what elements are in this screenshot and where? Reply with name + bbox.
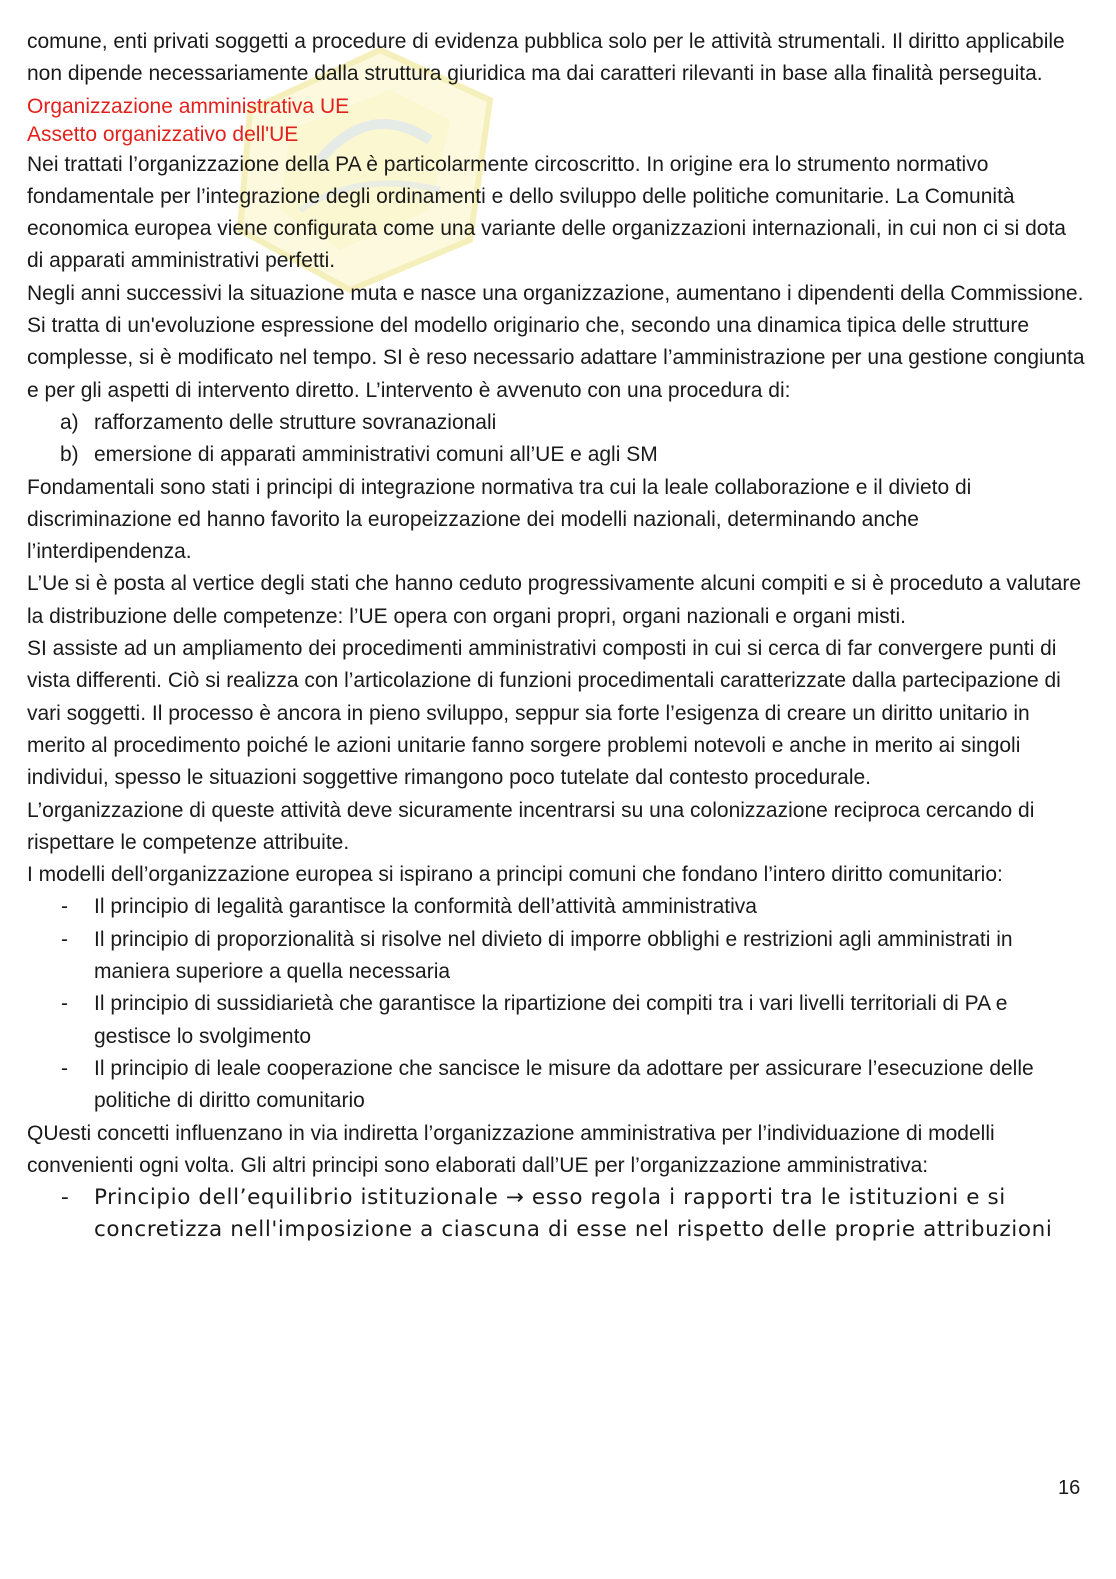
list-marker: - [61, 1056, 68, 1080]
paragraph-4: L’Ue si è posta al vertice degli stati che hanno ceduto progressivamente alcuni compiti e si è proceduto a valutare la distribuzione delle competenze: l’UE opera con organi propri, organi nazionali e organi misti. [27, 572, 1082, 628]
paragraph-3: Fondamentali sono stati i principi di integrazione normativa tra cui la leale collaborazione e il divieto di discriminazione ed hanno favorito la europeizzazione dei modelli nazionali, determinando anche l’interdipendenza. [27, 475, 972, 564]
list-item-text: Il principio di proporzionalità si risolve nel divieto di imporre obblighi e restrizioni agli amministrati in maniera superiore a quella necessaria [94, 927, 1013, 984]
list-item [27, 988, 1085, 1053]
list-item-text: Principio dell’equilibrio istituzionale → esso regola i rapporti tra le istituzioni e si concretizza nell'imposizione a ciascuna di esse nel rispetto delle proprie attribuzioni [94, 1185, 1053, 1243]
paragraph-2: Negli anni successivi la situazione muta e nasce una organizzazione, aumentano i dipendenti della Commissione. Si tratta di un'evoluzione espressione del modello originario che, secondo una dinamica tipica delle strutture complesse, si è modificato nel tempo. SI è reso necessario adattare l’amministrazione per una gestione congiunta e per gli aspetti di intervento diretto. L’intervento è avvenuto con una procedura di: [27, 281, 1085, 402]
list-marker: a) [60, 410, 79, 434]
paragraph-6: L’organizzazione di queste attività deve sicuramente incentrarsi su una colonizzazione reciproca cercando di rispettare le competenze attribuite. [27, 798, 1035, 854]
paragraph-5: SI assiste ad un ampliamento dei procedimenti amministrativi composti in cui si cerca di far convergere punti di vista differenti. Ciò si realizza con l’articolazione di funzioni procedimentali caratterizzate dalla partecipazione di vari soggetti. Il processo è ancora in pieno sviluppo, seppur sia forte l’esigenza di creare un diritto unitario in merito al procedimento poiché le azioni unitarie fanno sorgere problemi notevoli e anche in merito ai singoli individui, spesso le situazioni soggettive rimangono poco tutelate dal contesto procedurale. [27, 637, 1061, 790]
intro-paragraph: comune, enti privati soggetti a procedure di evidenza pubblica solo per le attività strumentali. Il diritto applicabile non dipende necessariamente dalla struttura giuridica ma dai caratteri rilevanti in base alla finalità perseguita. [27, 30, 1065, 86]
list-item [27, 1182, 1085, 1246]
paragraph-8: QUesti concetti influenzano in via indiretta l’organizzazione amministrativa per l’individuazione di modelli convenienti ogni volta. Gli altri principi sono elaborati dall’UE per l’organizzazione amministrativa: [27, 1121, 995, 1177]
list-item [27, 1053, 1085, 1118]
list-item [27, 891, 1085, 923]
list-item-text: Il principio di sussidiarietà che garantisce la ripartizione dei compiti tra i vari livelli territoriali di PA e gestisce lo svolgimento [94, 992, 1008, 1048]
list-marker: b) [60, 443, 79, 467]
list-marker: - [61, 992, 68, 1016]
paragraph-1: Nei trattati l’organizzazione della PA è particolarmente circoscritto. In origine era lo strumento normativo fondamentale per l’integrazione degli ordinamenti e dello sviluppo delle politiche comunitarie. La Comunità economica europea viene configurata come una variante delle organizzazioni internazionali, in cui non ci si dota di apparati amministrativi perfetti. [27, 152, 1066, 273]
page-number: 16 [1058, 1477, 1081, 1499]
list-item [27, 407, 1085, 439]
paragraph-7: I modelli dell’organizzazione europea si ispirano a principi comuni che fondano l’intero diritto comunitario: [27, 863, 1003, 887]
list-marker: - [61, 1185, 70, 1211]
list-item-text: Il principio di legalità garantisce la conformità dell’attività amministrativa [94, 895, 757, 919]
other-principles-list [27, 1182, 1085, 1246]
list-item [27, 439, 1085, 471]
document-body [27, 26, 1085, 1246]
list-marker: - [61, 927, 68, 951]
lettered-list [27, 407, 1085, 472]
list-marker: - [61, 895, 68, 919]
list-item-text: Il principio di leale cooperazione che sancisce le misure da adottare per assicurare l’esecuzione delle politiche di diritto comunitario [94, 1056, 1034, 1113]
subsection-heading: Assetto organizzativo dell'UE [27, 122, 299, 146]
list-item [27, 924, 1085, 989]
list-item-text: emersione di apparati amministrativi comuni all’UE e agli SM [94, 443, 658, 467]
principles-list [27, 891, 1085, 1117]
section-heading: Organizzazione amministrativa UE [27, 94, 350, 118]
list-item-text: rafforzamento delle strutture sovranazionali [94, 410, 497, 434]
